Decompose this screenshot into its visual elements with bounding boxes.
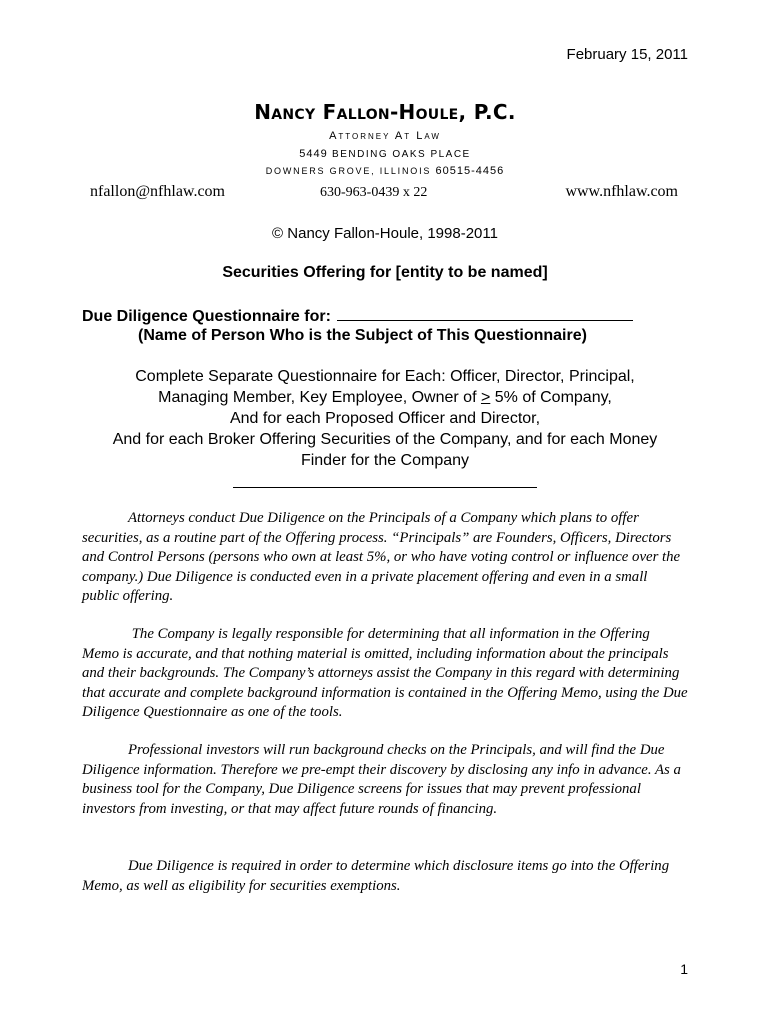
firm-address xyxy=(0,148,770,160)
paragraph-text: Attorneys conduct Due Diligence on the Principals of a Company which plans to offer securities, as a routine part of the Offering process. “Principals” are Founders, Officers, Directors and Control Persons (persons who own at least 5%, or who have voting control or influence over the company.) Due Diligence is conducted even in a private placement offering and even in a small public offering. xyxy=(82,510,681,604)
questionnaire-subject-note: (Name of Person Who is the Subject of This Questionnaire) xyxy=(138,327,587,344)
instructions-line: And for each Broker Offering Securities of the Company, and for each Money xyxy=(112,431,658,448)
document-date: February 15, 2011 xyxy=(566,46,688,63)
firm-title-line: Attorney At Law xyxy=(329,130,441,142)
copyright-notice: © Nancy Fallon-Houle, 1998-2011 xyxy=(272,225,498,242)
subject-name-blank[interactable] xyxy=(337,306,633,321)
instructions-text: 5% of Company, xyxy=(490,389,612,406)
paragraph-text: Due Diligence is required in order to determine which disclosure items go into the Offering Memo, as well as eligibility for securities exemptions. xyxy=(82,858,670,894)
contact-phone: 630-963-0439 x 22 xyxy=(320,185,428,200)
instructions-line: And for each Proposed Officer and Director, xyxy=(229,410,541,427)
body-paragraph xyxy=(82,741,688,819)
instructions-line xyxy=(0,387,770,408)
body-paragraph xyxy=(82,625,688,723)
body-paragraph xyxy=(82,509,688,607)
body-paragraph xyxy=(82,857,688,896)
instructions-line: Complete Separate Questionnaire for Each: Officer, Director, Principal, xyxy=(135,368,635,385)
address-number: 5449 xyxy=(299,148,328,160)
city-state: DOWNERS GROVE, ILLINOIS xyxy=(265,166,432,176)
zip-code: 60515-4456 xyxy=(435,165,505,177)
greater-equal-mark: > xyxy=(480,389,491,406)
questionnaire-heading xyxy=(82,306,633,326)
section-divider xyxy=(233,487,537,488)
contact-website[interactable]: www.nfhlaw.com xyxy=(565,183,678,200)
paragraph-text: Professional investors will run background checks on the Principals, and will find the Due Diligence information. Therefore we pre-empt their discovery by disclosing any info in advance. As a business tool for the Company, Due Diligence screens for issues that may prevent professional investors from investing, or that may affect future rounds of financing. xyxy=(82,742,681,817)
address-street: BENDING OAKS PLACE xyxy=(332,149,471,160)
instructions-text: Managing Member, Key Employee, Owner of xyxy=(158,389,481,406)
paragraph-text: The Company is legally responsible for determining that all information in the Offering Memo is accurate, and that nothing material is omitted, including information about the principals and their backgrounds. The Company’s attorneys assist the Company in this regard with determining that accurate and complete background information is contained in the Offering Memo, using the Due Diligence Questionnaire as one of the tools. xyxy=(82,626,688,720)
firm-city xyxy=(0,165,770,177)
page-number: 1 xyxy=(680,961,688,977)
questionnaire-label: Due Diligence Questionnaire for: xyxy=(82,308,331,325)
contact-email[interactable]: nfallon@nfhlaw.com xyxy=(90,183,225,200)
instructions-line: Finder for the Company xyxy=(300,452,470,469)
instructions-block xyxy=(0,366,770,471)
firm-name: Nancy Fallon-Houle, P.C. xyxy=(254,100,516,124)
offering-title: Securities Offering for [entity to be named] xyxy=(222,264,548,281)
